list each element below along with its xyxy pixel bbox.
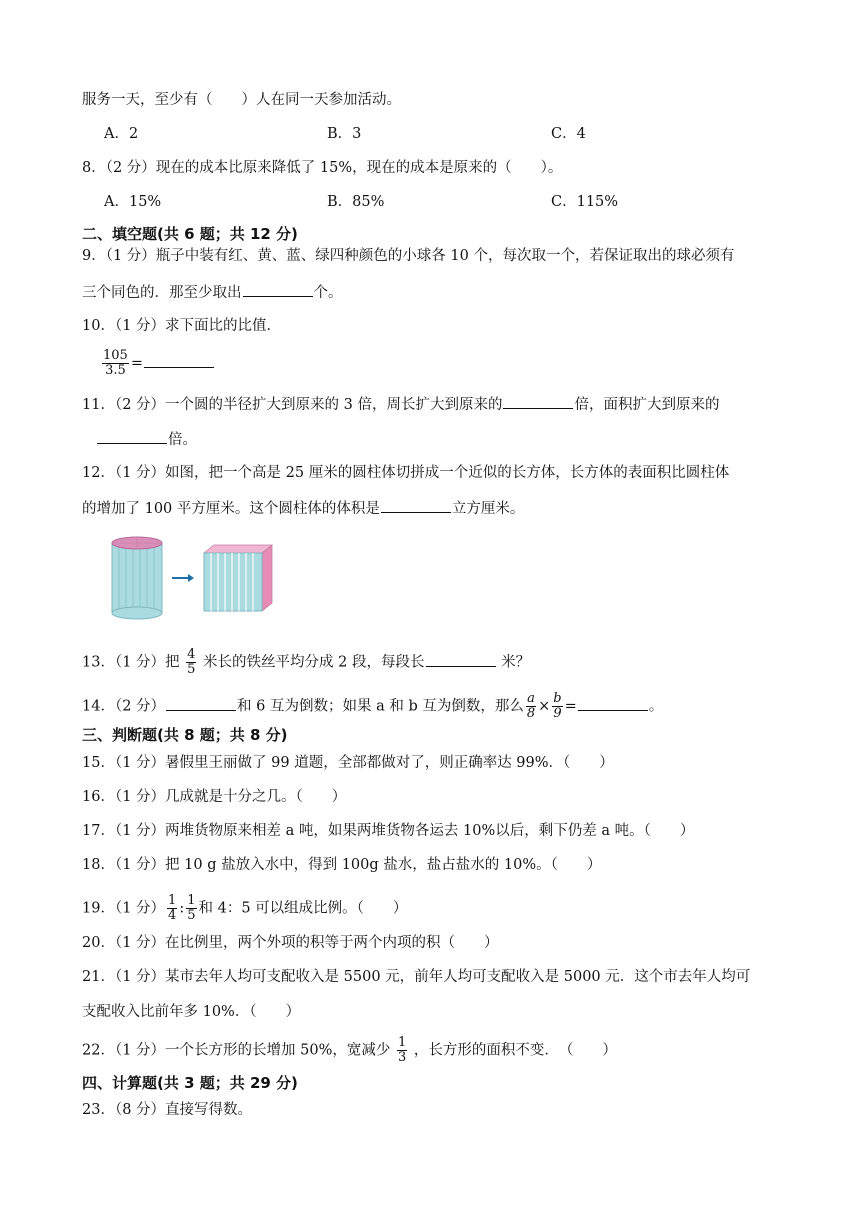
q14-fraction-a bbox=[526, 692, 536, 721]
q23-text: 23．（8 分）直接写得数。 bbox=[82, 1102, 253, 1118]
q15-text: 15．（1 分）暑假里王丽做了 99 道题，全部都做对了，则正确率达 99%．（ ） bbox=[82, 755, 614, 771]
q21-line1: 21．（1 分）某市去年人均可支配收入是 5500 元，前年人均可支配收入是 5000 元．这个市去年人均可 bbox=[82, 969, 751, 985]
q7-continuation: 服务一天，至少有（ ）人在同一天参加活动。 bbox=[82, 92, 401, 108]
q19-fraction-2 bbox=[186, 894, 196, 923]
q17-text: 17．（1 分）两堆货物原来相差 a 吨，如果两堆货物各运去 10%以后，剩下仍差 a 吨。（ ） bbox=[82, 823, 695, 839]
arrow-icon bbox=[172, 574, 194, 582]
q19-text bbox=[82, 894, 407, 923]
q19-end: 和 4：5 可以组成比例。（ ） bbox=[198, 900, 408, 917]
q10-expression bbox=[100, 349, 215, 378]
q14-text bbox=[82, 692, 663, 721]
section-2-heading: 二、填空题(共 6 题；共 12 分) bbox=[82, 225, 298, 243]
q13-fraction bbox=[186, 648, 196, 677]
q9-line2-end: 个。 bbox=[313, 285, 343, 301]
q18-text: 18．（1 分）把 10 g 盐放入水中，得到 100g 盐水，盐占盐水的 10%。（ ） bbox=[82, 857, 602, 873]
q11-line2-end: 倍。 bbox=[168, 432, 197, 448]
q14-fraction-b-denominator: 9 bbox=[553, 706, 562, 721]
q11-answer-blank-2[interactable] bbox=[97, 429, 167, 444]
q9-line1: 9．（1 分）瓶子中装有红、黄、蓝、绿四种颜色的小球各 10 个，每次取一个，若保证取出的球必须有 bbox=[82, 248, 735, 264]
q13-denominator: 5 bbox=[187, 662, 196, 677]
q14-fraction-b-numerator: b bbox=[553, 691, 562, 706]
section-3-heading: 三、判断题(共 8 题；共 8 分) bbox=[82, 726, 288, 744]
q14-fraction-a-denominator: 8 bbox=[526, 706, 536, 721]
q19-fraction-2-denominator: 5 bbox=[187, 908, 196, 923]
q11-line1-end: 倍，面积扩大到原来的 bbox=[574, 397, 720, 413]
q10-numerator: 105 bbox=[103, 348, 128, 363]
q9-line2 bbox=[82, 282, 343, 303]
q22-start: 22．（1 分）一个长方形的长增加 50%，宽减少 bbox=[82, 1042, 391, 1059]
q9-answer-blank[interactable] bbox=[243, 282, 313, 297]
q21-line2: 支配收入比前年多 10%．（ ） bbox=[82, 1004, 301, 1020]
q14-fraction-b bbox=[552, 692, 562, 721]
q7-option-c: C．4 bbox=[551, 126, 586, 142]
q10-fraction bbox=[102, 349, 129, 378]
q19-fraction-1-numerator: 1 bbox=[168, 893, 177, 908]
q22-fraction bbox=[397, 1036, 407, 1065]
q20-text: 20．（1 分）在比例里，两个外项的积等于两个内项的积（ ） bbox=[82, 935, 499, 951]
q11-line1 bbox=[82, 394, 719, 415]
q10-equals: = bbox=[130, 355, 143, 372]
q11-line2 bbox=[96, 429, 197, 450]
q12-line1: 12．（1 分）如图，把一个高是 25 厘米的圆柱体切拼成一个近似的长方体，长方体的表面积比圆柱体 bbox=[82, 465, 730, 481]
q14-end: 。 bbox=[648, 698, 664, 715]
cylinder-illustration bbox=[112, 537, 162, 619]
q7-option-a: A．2 bbox=[104, 126, 139, 142]
q14-equals: = bbox=[564, 698, 577, 715]
q8-option-a: A．15% bbox=[104, 194, 162, 210]
q14-fraction-a-numerator: a bbox=[527, 691, 535, 706]
q22-text bbox=[82, 1036, 617, 1065]
q14-start: 14．（2 分） bbox=[82, 698, 166, 715]
q13-end: 米？ bbox=[501, 654, 531, 671]
q8-option-b: B．85% bbox=[327, 194, 385, 210]
q19-fraction-1 bbox=[167, 894, 177, 923]
q9-line2-text: 三个同色的．那至少取出 bbox=[82, 285, 242, 301]
q12-line2-end: 立方厘米。 bbox=[451, 501, 525, 517]
q14-answer-blank-2[interactable] bbox=[578, 696, 648, 711]
q22-numerator: 1 bbox=[397, 1035, 407, 1050]
q11-line1-text: 11．（2 分）一个圆的半径扩大到原来的 3 倍，周长扩大到原来的 bbox=[82, 397, 503, 413]
q13-answer-blank[interactable] bbox=[426, 652, 496, 667]
q22-end: ，长方形的面积不变． （ ） bbox=[413, 1042, 617, 1059]
q10-denominator: 3.5 bbox=[105, 363, 126, 378]
cuboid-illustration bbox=[204, 545, 272, 611]
q8-text: 8．（2 分）现在的成本比原来降低了 15%，现在的成本是原来的（ ）。 bbox=[82, 160, 563, 176]
q10-answer-blank[interactable] bbox=[144, 353, 214, 368]
q19-colon: : bbox=[179, 900, 185, 917]
q16-text: 16．（1 分）几成就是十分之几。（ ） bbox=[82, 789, 347, 805]
q13-start: 13．（1 分）把 bbox=[82, 654, 180, 671]
q19-fraction-1-denominator: 4 bbox=[168, 908, 177, 923]
q22-denominator: 3 bbox=[397, 1050, 407, 1065]
q8-option-c: C．115% bbox=[551, 194, 619, 210]
section-4-heading: 四、计算题(共 3 题；共 29 分) bbox=[82, 1074, 298, 1092]
q11-answer-blank-1[interactable] bbox=[503, 394, 573, 409]
q7-option-b: B．3 bbox=[327, 126, 362, 142]
q13-middle: 米长的铁丝平均分成 2 段，每段长 bbox=[203, 654, 425, 671]
q19-start: 19．（1 分） bbox=[82, 900, 166, 917]
cylinder-to-cuboid-figure bbox=[104, 533, 294, 623]
q14-answer-blank-1[interactable] bbox=[166, 696, 236, 711]
q14-times: × bbox=[538, 698, 551, 715]
q14-middle: 和 6 互为倒数；如果 a 和 b 互为倒数，那么 bbox=[237, 698, 524, 715]
q10-text: 10．（1 分）求下面比的比值． bbox=[82, 318, 282, 334]
q12-line2 bbox=[82, 498, 524, 519]
q13-text bbox=[82, 648, 530, 677]
q19-fraction-2-numerator: 1 bbox=[187, 893, 196, 908]
q12-line2-text: 的增加了 100 平方厘米。这个圆柱体的体积是 bbox=[82, 501, 380, 517]
q12-answer-blank[interactable] bbox=[381, 498, 451, 513]
q13-numerator: 4 bbox=[187, 647, 196, 662]
